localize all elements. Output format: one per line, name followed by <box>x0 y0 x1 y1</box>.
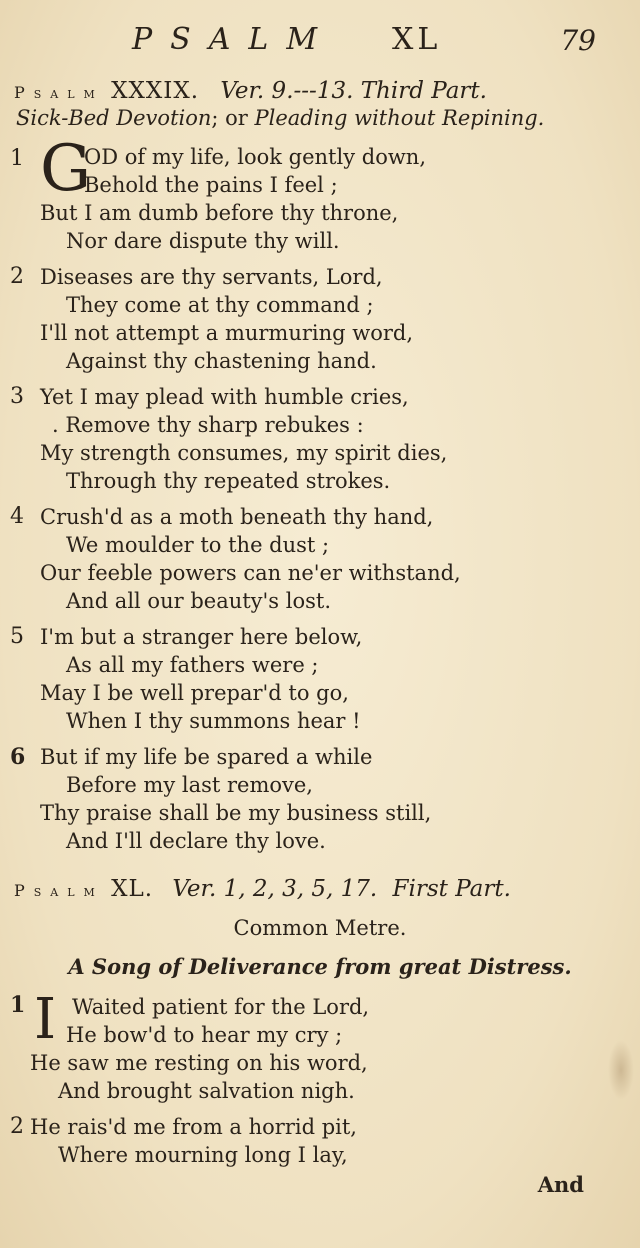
part-label: First Part. <box>392 876 511 902</box>
verse-line: He bow'd to hear my cry ; <box>66 1023 343 1047</box>
verse-line: As all my fathers were ; <box>66 653 319 677</box>
verse-range: Ver. 1, 2, 3, 5, 17. <box>172 876 378 902</box>
stanza-number: 6 <box>10 744 26 770</box>
stanza-number: 1 <box>10 992 26 1018</box>
verse-line: Diseases are thy servants, Lord, <box>40 265 383 289</box>
stanza-number: 1 <box>10 146 24 171</box>
verse-line: Through thy repeated strokes. <box>66 469 391 493</box>
psalm-label: Psalm <box>14 83 104 102</box>
verse-line: OD of my life, look gently down, <box>84 145 427 169</box>
verse-line: Behold the pains I feel ; <box>84 173 338 197</box>
verse-line: Nor dare dispute thy will. <box>66 229 340 253</box>
drop-cap: I <box>34 987 57 1052</box>
verse-line: But I am dumb before thy throne, <box>40 201 399 225</box>
verse-line: And all our beauty's lost. <box>66 589 332 613</box>
stanza-number: 4 <box>10 504 24 529</box>
metre-label: Common Metre. <box>233 916 407 940</box>
verse-line: May I be well prepar'd to go, <box>40 681 349 705</box>
running-head-psalm-number: XL <box>392 22 442 57</box>
running-head <box>0 22 640 62</box>
subtitle-b: Pleading without Repining. <box>254 106 545 130</box>
verse-line: We moulder to the dust ; <box>66 533 330 557</box>
stanza-number: 2 <box>10 1114 24 1139</box>
part-label: Third Part. <box>360 78 487 104</box>
drop-cap: G <box>40 132 92 206</box>
stanza-number: 3 <box>10 384 24 409</box>
verse-line: Crush'd as a moth beneath thy hand, <box>40 505 434 529</box>
psalm-39-subtitle <box>16 106 544 130</box>
verse-line: I'll not attempt a murmuring word, <box>40 321 414 345</box>
catchword: And <box>537 1172 584 1197</box>
verse-range: Ver. 9.---13. <box>220 78 354 104</box>
running-head-title: PSALM <box>132 22 336 57</box>
psalm-label: Psalm <box>14 881 104 900</box>
psalm-40-subtitle: A Song of Deliverance from great Distress. <box>68 954 572 979</box>
psalm-39-heading <box>14 78 604 108</box>
psalm-40-heading <box>14 876 604 906</box>
subtitle-sep: ; or <box>211 106 248 130</box>
verse-line: Against thy chastening hand. <box>66 349 377 373</box>
stanza-number: 2 <box>10 264 24 289</box>
verse-line: And I'll declare thy love. <box>66 829 326 853</box>
verse-line: He saw me resting on his word, <box>30 1051 368 1075</box>
verse-line: Our feeble powers can ne'er withstand, <box>40 561 461 585</box>
psalm-number: XL. <box>111 876 154 902</box>
verse-line: Before my last remove, <box>66 773 313 797</box>
stanza-number: 5 <box>10 624 24 649</box>
verse-line: But if my life be spared a while <box>40 745 373 769</box>
verse-line: They come at thy command ; <box>66 293 374 317</box>
verse-line: Waited patient for the Lord, <box>72 995 370 1019</box>
page-smudge <box>608 1040 634 1100</box>
verse-line: Thy praise shall be my business still, <box>40 801 432 825</box>
verse-line: And brought salvation nigh. <box>58 1079 355 1103</box>
subtitle-a: Sick-Bed Devotion <box>16 106 212 130</box>
verse-line: Where mourning long I lay, <box>58 1143 348 1167</box>
verse-line: When I thy summons hear ! <box>66 709 361 733</box>
verse-line: . Remove thy sharp rebukes : <box>52 413 364 437</box>
psalm-number: XXXIX. <box>111 78 200 104</box>
verse-line: He rais'd me from a horrid pit, <box>30 1115 357 1139</box>
verse-line: Yet I may plead with humble cries, <box>40 385 409 409</box>
verse-line: My strength consumes, my spirit dies, <box>40 441 448 465</box>
verse-line: I'm but a stranger here below, <box>40 625 363 649</box>
page-number: 79 <box>560 24 596 57</box>
